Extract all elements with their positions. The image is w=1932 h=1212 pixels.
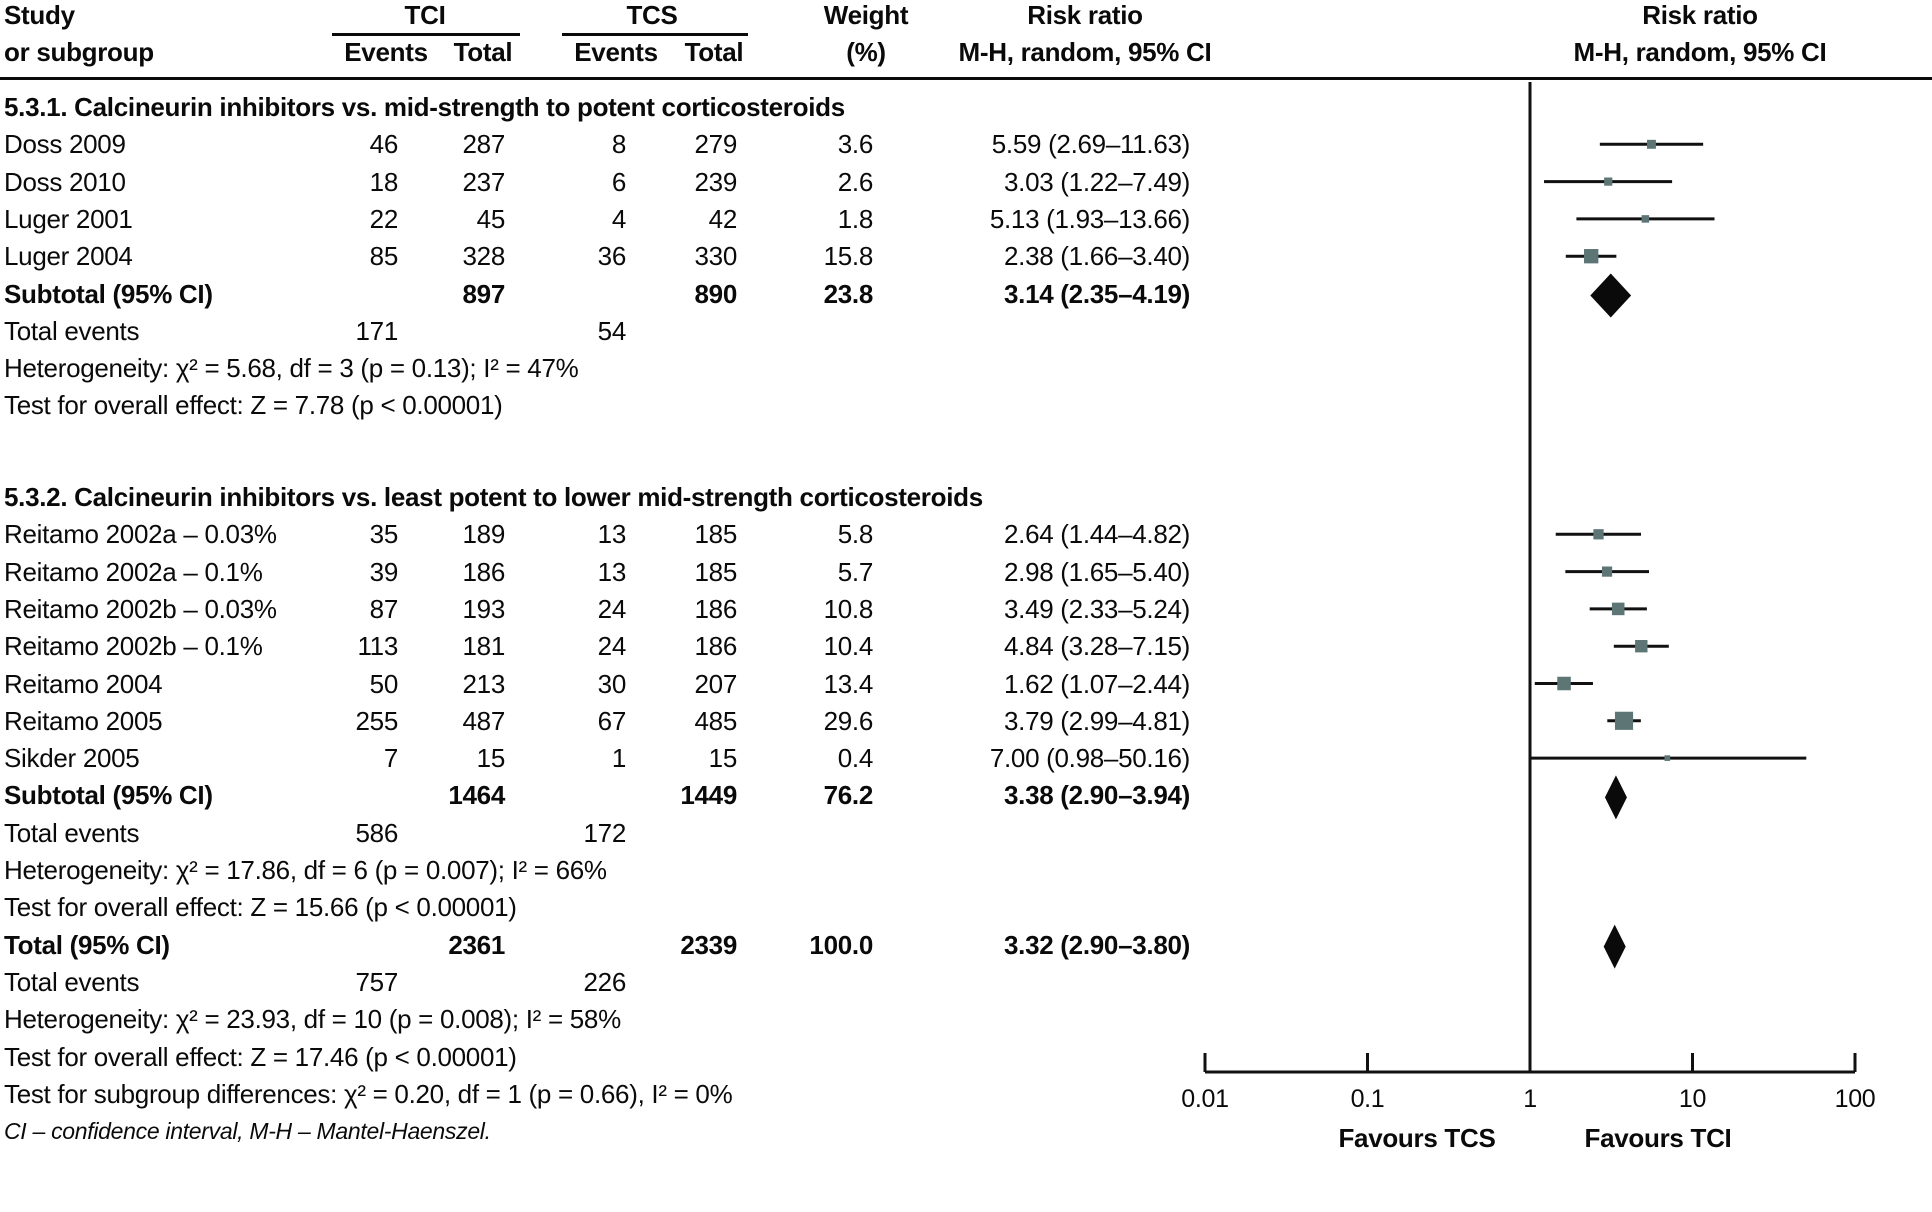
rr-plot-col-header-line2: M-H, random, 95% CI xyxy=(1573,37,1827,67)
tcs-group-header: TCS xyxy=(626,0,678,30)
effect-square xyxy=(1642,215,1649,222)
tcs-events-header: Events xyxy=(574,37,658,67)
tcs-total-value: 186 xyxy=(694,593,737,624)
overall-effect-stat: Test for overall effect: Z = 7.78 (p < 0.00001) xyxy=(4,390,503,421)
tci-total-value: 193 xyxy=(462,593,505,624)
study-col-header-line1: Study xyxy=(4,0,75,30)
weight-value: 0.4 xyxy=(837,743,873,774)
risk-ratio-value: 2.38 (1.66–3.40) xyxy=(1003,241,1190,272)
tci-events-value: 22 xyxy=(369,203,398,234)
study-col-header-line2: or subgroup xyxy=(4,37,154,67)
rr-plot-col-header-line1: Risk ratio xyxy=(1642,0,1758,30)
axis-tick-label: 1 xyxy=(1523,1085,1537,1113)
figure-footnote: CI – confidence interval, M-H – Mantel-Haenszel. xyxy=(4,1118,491,1144)
axis-tick-label: 0.01 xyxy=(1181,1085,1229,1113)
tcs-total-value: 239 xyxy=(694,166,737,197)
tcs-total-value: 186 xyxy=(694,631,737,662)
risk-ratio-value: 2.98 (1.65–5.40) xyxy=(1003,556,1190,587)
tci-total-value: 189 xyxy=(462,519,505,550)
subgroup-title: 5.3.1. Calcineurin inhibitors vs. mid-strength to potent corticosteroids xyxy=(4,92,845,122)
subtotal-diamond xyxy=(1605,775,1627,819)
study-label: Reitamo 2002b – 0.1% xyxy=(4,631,263,662)
tcs-events-value: 24 xyxy=(597,631,626,662)
weight-value: 13.4 xyxy=(823,668,873,699)
risk-ratio-value: 3.14 (2.35–4.19) xyxy=(1003,278,1190,309)
tcs-total-value: 42 xyxy=(708,203,737,234)
weight-value: 100.0 xyxy=(809,929,873,960)
total-events-tci-value: 757 xyxy=(355,966,398,997)
tci-total-value: 287 xyxy=(462,129,505,160)
tcs-total-header: Total xyxy=(684,37,744,67)
weight-value: 1.8 xyxy=(837,203,873,234)
tci-group-header: TCI xyxy=(404,0,446,30)
tci-events-value: 46 xyxy=(369,129,398,160)
tci-total-value: 237 xyxy=(462,166,505,197)
risk-ratio-value: 3.49 (2.33–5.24) xyxy=(1003,593,1190,624)
study-label: Reitamo 2004 xyxy=(4,668,163,699)
tci-events-value: 18 xyxy=(369,166,398,197)
study-label: Sikder 2005 xyxy=(4,743,140,774)
risk-ratio-value: 3.03 (1.22–7.49) xyxy=(1003,166,1190,197)
weight-header-line2: (%) xyxy=(846,37,886,67)
tcs-total-value: 890 xyxy=(694,278,737,309)
study-label: Reitamo 2005 xyxy=(4,705,163,736)
effect-square xyxy=(1584,249,1598,263)
total-events-tcs-value: 226 xyxy=(583,966,626,997)
rr-text-col-header-line1: Risk ratio xyxy=(1027,0,1143,30)
total-events-label: Total events xyxy=(4,966,140,997)
tcs-events-value: 13 xyxy=(597,556,626,587)
tci-events-value: 85 xyxy=(369,241,398,272)
effect-square xyxy=(1557,677,1571,691)
axis-tick-label: 10 xyxy=(1678,1085,1707,1113)
risk-ratio-value: 3.38 (2.90–3.94) xyxy=(1003,780,1190,811)
axis-tick-label: 0.1 xyxy=(1350,1085,1385,1113)
effect-square xyxy=(1635,640,1647,652)
tcs-total-value: 2339 xyxy=(680,929,737,960)
overall-effect-stat: Test for overall effect: Z = 15.66 (p < 0.00001) xyxy=(4,892,517,923)
total-diamond xyxy=(1604,925,1626,969)
tci-total-value: 1464 xyxy=(448,780,505,811)
risk-ratio-value: 1.62 (1.07–2.44) xyxy=(1003,668,1190,699)
tcs-events-value: 6 xyxy=(611,166,626,197)
tci-events-value: 113 xyxy=(357,631,398,662)
study-label: Luger 2001 xyxy=(4,203,133,234)
study-label: Reitamo 2002a – 0.03% xyxy=(4,519,277,550)
effect-square xyxy=(1593,529,1603,539)
weight-value: 5.7 xyxy=(837,556,873,587)
favours-left-label: Favours TCS xyxy=(1338,1123,1496,1153)
tci-total-value: 2361 xyxy=(448,929,505,960)
weight-header-line1: Weight xyxy=(823,0,909,30)
tci-total-value: 897 xyxy=(462,278,505,309)
weight-value: 76.2 xyxy=(823,780,873,811)
study-label: Doss 2009 xyxy=(4,129,126,160)
risk-ratio-value: 4.84 (3.28–7.15) xyxy=(1003,631,1190,662)
tcs-events-value: 24 xyxy=(597,593,626,624)
weight-value: 3.6 xyxy=(837,129,873,160)
weight-value: 15.8 xyxy=(823,241,873,272)
risk-ratio-value: 3.32 (2.90–3.80) xyxy=(1003,929,1190,960)
total-events-tcs-value: 54 xyxy=(597,315,626,346)
heterogeneity-stat: Heterogeneity: χ² = 17.86, df = 6 (p = 0.007); I² = 66% xyxy=(4,855,607,885)
study-label: Reitamo 2002a – 0.1% xyxy=(4,556,263,587)
effect-square xyxy=(1602,566,1612,576)
effect-square xyxy=(1647,140,1656,149)
total-events-label: Total events xyxy=(4,315,140,346)
total-events-tci-value: 171 xyxy=(355,315,398,346)
weight-value: 10.4 xyxy=(823,631,873,662)
overall-effect-stat: Test for overall effect: Z = 17.46 (p < 0.00001) xyxy=(4,1041,517,1072)
risk-ratio-value: 5.13 (1.93–13.66) xyxy=(989,203,1190,234)
total-events-label: Total events xyxy=(4,817,140,848)
risk-ratio-value: 2.64 (1.44–4.82) xyxy=(1003,519,1190,550)
favours-right-label: Favours TCI xyxy=(1584,1123,1732,1153)
tci-events-value: 35 xyxy=(369,519,398,550)
tcs-events-value: 30 xyxy=(597,668,626,699)
tcs-total-value: 330 xyxy=(694,241,737,272)
heterogeneity-stat: Heterogeneity: χ² = 5.68, df = 3 (p = 0.13); I² = 47% xyxy=(4,353,579,384)
tcs-events-value: 4 xyxy=(611,203,626,234)
weight-value: 29.6 xyxy=(823,705,873,736)
tci-events-header: Events xyxy=(344,37,428,67)
tci-total-value: 487 xyxy=(462,705,505,736)
weight-value: 23.8 xyxy=(823,278,873,309)
axis-tick-label: 100 xyxy=(1834,1085,1876,1113)
tcs-total-value: 1449 xyxy=(680,780,737,811)
risk-ratio-value: 7.00 (0.98–50.16) xyxy=(989,743,1190,774)
subtotal-diamond xyxy=(1590,274,1631,318)
pooled-row-label: Subtotal (95% CI) xyxy=(4,278,213,309)
study-label: Luger 2004 xyxy=(4,241,133,272)
tcs-total-value: 185 xyxy=(694,519,737,550)
tci-total-header: Total xyxy=(453,37,513,67)
study-label: Reitamo 2002b – 0.03% xyxy=(4,593,277,624)
subgroup-differences-stat: Test for subgroup differences: χ² = 0.20, df = 1 (p = 0.66), I² = 0% xyxy=(4,1078,733,1109)
tcs-total-value: 185 xyxy=(694,556,737,587)
tcs-total-value: 279 xyxy=(694,129,737,160)
weight-value: 10.8 xyxy=(823,593,873,624)
total-events-tcs-value: 172 xyxy=(583,817,626,848)
tcs-events-value: 36 xyxy=(597,241,626,272)
tci-total-value: 45 xyxy=(476,203,505,234)
tcs-events-value: 13 xyxy=(597,519,626,550)
tci-total-value: 328 xyxy=(462,241,505,272)
tci-events-value: 87 xyxy=(369,593,398,624)
tcs-events-value: 67 xyxy=(597,705,626,736)
tci-events-value: 255 xyxy=(355,705,398,736)
tci-events-value: 7 xyxy=(383,743,398,774)
effect-square xyxy=(1604,178,1612,186)
tcs-events-value: 1 xyxy=(611,743,626,774)
study-label: Doss 2010 xyxy=(4,166,126,197)
tcs-total-value: 15 xyxy=(708,743,737,774)
weight-value: 2.6 xyxy=(837,166,873,197)
effect-square xyxy=(1665,755,1671,761)
tcs-events-value: 8 xyxy=(611,129,626,160)
effect-square xyxy=(1615,712,1633,730)
risk-ratio-value: 5.59 (2.69–11.63) xyxy=(991,129,1190,160)
weight-value: 5.8 xyxy=(837,519,873,550)
heterogeneity-stat: Heterogeneity: χ² = 23.93, df = 10 (p = 0.008); I² = 58% xyxy=(4,1004,621,1035)
tci-total-value: 15 xyxy=(476,743,505,774)
tci-events-value: 39 xyxy=(369,556,398,587)
tci-events-value: 50 xyxy=(369,668,398,699)
tci-total-value: 186 xyxy=(462,556,505,587)
pooled-row-label: Total (95% CI) xyxy=(4,929,170,960)
subgroup-title: 5.3.2. Calcineurin inhibitors vs. least potent to lower mid-strength corticosteroids xyxy=(4,482,983,512)
tcs-total-value: 207 xyxy=(694,668,737,699)
total-events-tci-value: 586 xyxy=(355,817,398,848)
pooled-row-label: Subtotal (95% CI) xyxy=(4,780,213,811)
effect-square xyxy=(1612,603,1625,616)
tci-total-value: 181 xyxy=(462,631,505,662)
tci-total-value: 213 xyxy=(462,668,505,699)
rr-text-col-header-line2: M-H, random, 95% CI xyxy=(958,37,1212,67)
tcs-total-value: 485 xyxy=(694,705,737,736)
risk-ratio-value: 3.79 (2.99–4.81) xyxy=(1003,705,1190,736)
